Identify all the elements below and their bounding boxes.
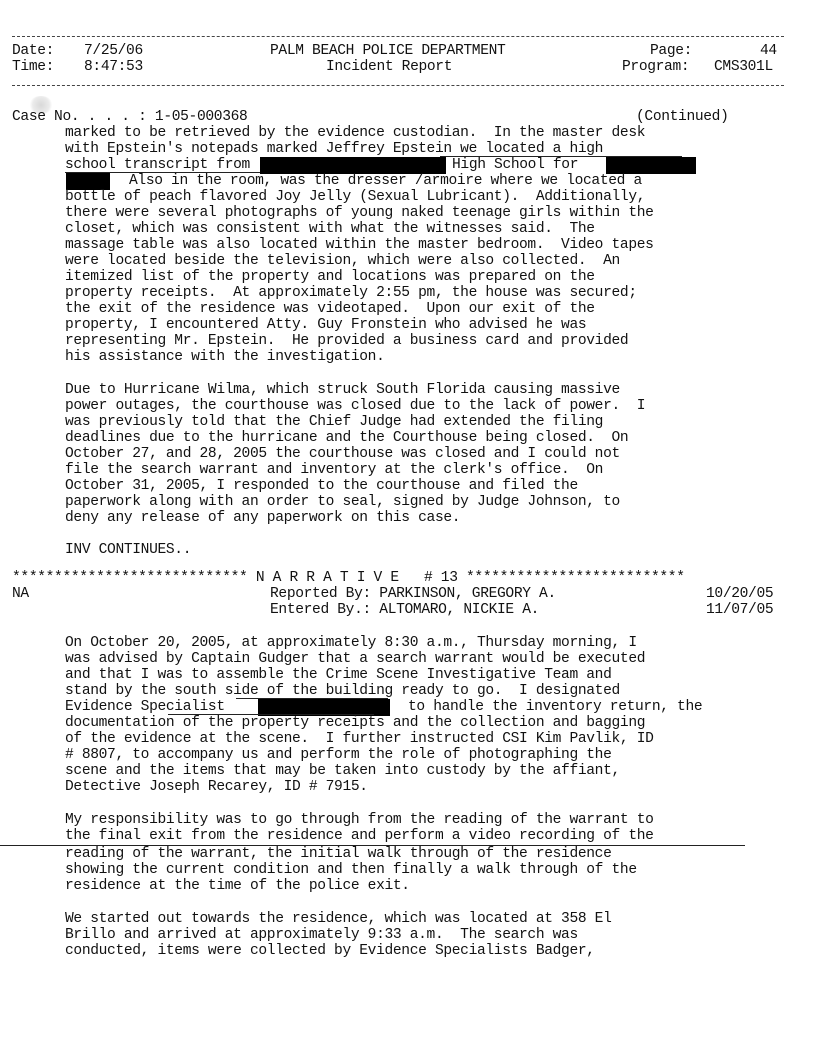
paragraph-line: deny any release of any paperwork on this case. (65, 510, 461, 526)
paragraph-line: deadlines due to the hurricane and the Courthouse being closed. On (65, 430, 629, 446)
continued-label: (Continued) (636, 109, 729, 125)
paragraph-line: conducted, items were collected by Evidence Specialists Badger, (65, 943, 595, 959)
redaction-bar (260, 157, 446, 174)
paragraph-line: file the search warrant and inventory at the clerk's office. On (65, 462, 604, 478)
paragraph-line: documentation of the property receipts and the collection and bagging (65, 715, 646, 731)
report-type: Incident Report (326, 59, 453, 75)
paragraph-line: October 31, 2005, I responded to the courthouse and filed the (65, 478, 578, 494)
paragraph-line: Evidence Specialist (65, 699, 225, 715)
redaction-bar (606, 157, 696, 174)
paragraph-line: marked to be retrieved by the evidence custodian. In the master desk (65, 125, 646, 141)
program-label: Program: (622, 59, 690, 75)
time-label: Time: (12, 59, 55, 75)
paragraph-line: On October 20, 2005, at approximately 8:30 a.m., Thursday morning, I (65, 635, 637, 651)
entered-date: 11/07/05 (706, 602, 774, 618)
paragraph-line: We started out towards the residence, which was located at 358 El (65, 911, 612, 927)
entered-by: Entered By.: ALTOMARO, NICKIE A. (270, 602, 540, 618)
paragraph-line: # 8807, to accompany us and perform the role of photographing the (65, 747, 612, 763)
reported-by: Reported By: PARKINSON, GREGORY A. (270, 586, 556, 602)
paragraph-line: power outages, the courthouse was closed due to the lack of power. I (65, 398, 646, 414)
paragraph-line: Detective Joseph Recarey, ID # 7915. (65, 779, 368, 795)
time-value: 8:47:53 (84, 59, 143, 75)
paragraph-line: the exit of the residence was videotaped. Upon our exit of the (65, 301, 595, 317)
paragraph-line: with Epstein's notepads marked Jeffrey Epstein we located a high (65, 141, 604, 157)
paragraph-line: there were several photographs of young naked teenage girls within the (65, 205, 654, 221)
paragraph-line: were located beside the television, which were also collected. An (65, 253, 620, 269)
paragraph-line: Also in the room, was the dresser /armoire where we located a (129, 173, 642, 189)
paragraph-line: stand by the south side of the building ready to go. I designated (65, 683, 620, 699)
paragraph-line: property, I encountered Atty. Guy Fronstein who advised he was (65, 317, 587, 333)
paragraph-line: the final exit from the residence and perform a video recording of the (65, 828, 654, 844)
narrative-banner: **************************** N A R R A T I V E # 13 ************************** (12, 570, 685, 586)
paragraph-line: residence at the time of the police exit. (65, 878, 410, 894)
narrative-code: NA (12, 586, 29, 602)
paragraph-line: scene and the items that may be taken into custody by the affiant, (65, 763, 620, 779)
paragraph-line: of the evidence at the scene. I further instructed CSI Kim Pavlik, ID (65, 731, 654, 747)
program-code: CMS301L (714, 59, 773, 75)
paragraph-line: Brillo and arrived at approximately 9:33 a.m. The search was (65, 927, 578, 943)
redaction-bar (66, 173, 110, 190)
continues-note: INV CONTINUES.. (65, 542, 192, 558)
page-number: 44 (760, 43, 777, 59)
paragraph-line: his assistance with the investigation. (65, 349, 385, 365)
case-number: Case No. . . . : 1-05-000368 (12, 109, 248, 125)
paragraph-line: closet, which was consistent with what the witnesses said. The (65, 221, 595, 237)
paragraph-line: Due to Hurricane Wilma, which struck South Florida causing massive (65, 382, 620, 398)
header-bottom-rule (12, 85, 784, 86)
paragraph-fragment: High School for (452, 157, 579, 173)
paragraph-line: school transcript from (65, 157, 250, 173)
paragraph-line: representing Mr. Epstein. He provided a business card and provided (65, 333, 629, 349)
date-label: Date: (12, 43, 55, 59)
paragraph-line: October 27, and 28, 2005 the courthouse was closed and I could not (65, 446, 620, 462)
paragraph-line: paperwork along with an order to seal, signed by Judge Johnson, to (65, 494, 620, 510)
paragraph-line: My responsibility was to go through from the reading of the warrant to (65, 812, 654, 828)
paragraph-fragment: to handle the inventory return, the (408, 699, 703, 715)
paragraph-line: itemized list of the property and locations was prepared on the (65, 269, 595, 285)
paragraph-line: was previously told that the Chief Judge had extended the filing (65, 414, 604, 430)
paragraph-line: reading of the warrant, the initial walk through of the residence (65, 846, 612, 862)
department-name: PALM BEACH POLICE DEPARTMENT (270, 43, 506, 59)
paragraph-line: massage table was also located within the master bedroom. Video tapes (65, 237, 654, 253)
paragraph-line: showing the current condition and then finally a walk through of the (65, 862, 637, 878)
page-label: Page: (650, 43, 693, 59)
paragraph-line: bottle of peach flavored Joy Jelly (Sexual Lubricant). Additionally, (65, 189, 646, 205)
paragraph-line: was advised by Captain Gudger that a search warrant would be executed (65, 651, 646, 667)
header-top-rule (12, 36, 784, 37)
reported-date: 10/20/05 (706, 586, 774, 602)
paragraph-line: and that I was to assemble the Crime Scene Investigative Team and (65, 667, 612, 683)
paragraph-line: property receipts. At approximately 2:55 pm, the house was secured; (65, 285, 637, 301)
date-value: 7/25/06 (84, 43, 143, 59)
